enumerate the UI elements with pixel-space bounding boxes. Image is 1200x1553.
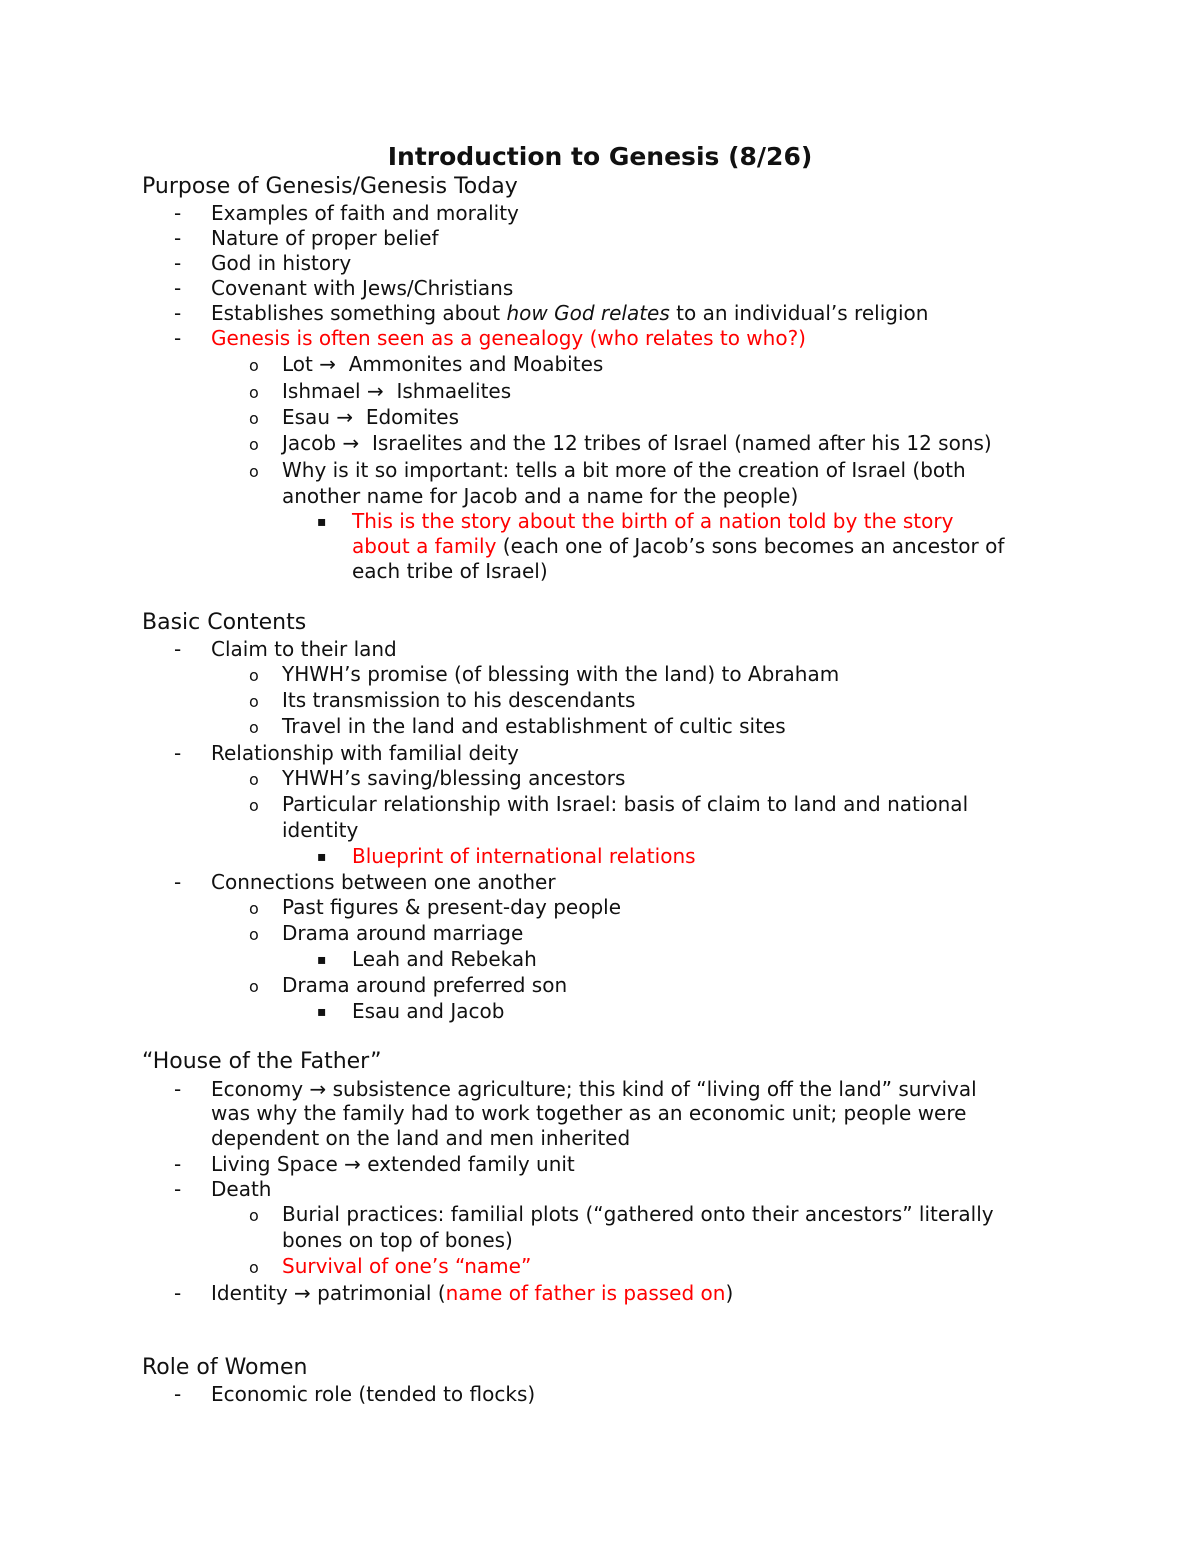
list-item: Nature of proper belief <box>211 226 439 250</box>
list-item-continued: another name for Jacob and a name for the people) <box>282 484 799 508</box>
lineage-item <box>282 352 603 377</box>
circle-bullet: o <box>249 977 259 996</box>
list-item-continued: dependent on the land and men inherited <box>211 1126 631 1150</box>
text-run: subsistence agriculture; this kind of “living off the land” survival <box>332 1077 977 1101</box>
circle-bullet: o <box>249 692 259 711</box>
lineage-to: Ishmaelites <box>396 379 512 403</box>
section-heading-house: “House of the Father” <box>142 1049 382 1074</box>
text-run: extended family unit <box>367 1152 575 1176</box>
list-item-continued: identity <box>282 818 359 842</box>
list-item-economy <box>211 1077 977 1102</box>
arrow-right-icon: → <box>294 1281 311 1305</box>
list-item: Death <box>211 1177 272 1201</box>
list-item: Travel in the land and establishment of cultic sites <box>282 714 786 738</box>
list-item: Its transmission to his descendants <box>282 688 636 712</box>
list-item: Particular relationship with Israel: basis of claim to land and national <box>282 792 969 816</box>
circle-bullet: o <box>249 796 259 815</box>
circle-bullet: o <box>249 1206 259 1225</box>
dash-bullet: - <box>174 276 182 300</box>
text-run: Identity <box>211 1281 288 1305</box>
list-item-genealogy: Genesis is often seen as a genealogy (who relates to who?) <box>211 326 806 350</box>
arrow-right-icon: → <box>366 379 384 403</box>
square-bullet: ▪ <box>317 952 327 968</box>
dash-bullet: - <box>174 301 182 325</box>
dash-bullet: - <box>174 226 182 250</box>
circle-bullet: o <box>249 925 259 944</box>
dash-bullet: - <box>174 1177 182 1201</box>
list-item-blueprint: Blueprint of international relations <box>352 844 696 868</box>
list-item-continued: was why the family had to work together as an economic unit; people were <box>211 1101 967 1125</box>
arrow-right-icon: → <box>309 1077 327 1101</box>
square-bullet: ▪ <box>317 1004 327 1020</box>
dash-bullet: - <box>174 741 182 765</box>
list-item: Leah and Rebekah <box>352 947 537 971</box>
list-item: Past figures & present-day people <box>282 895 622 919</box>
list-item-survival: Survival of one’s “name” <box>282 1254 532 1278</box>
circle-bullet: o <box>249 409 259 428</box>
lineage-item <box>282 431 992 456</box>
circle-bullet: o <box>249 1258 259 1277</box>
lineage-item <box>282 379 511 404</box>
text-run: (each one of Jacob’s sons becomes an ancestor of <box>496 534 1005 558</box>
highlight-text: name of father is passed on <box>445 1281 726 1305</box>
lineage-item <box>282 405 459 430</box>
dash-bullet: - <box>174 326 182 350</box>
dash-bullet: - <box>174 1382 182 1406</box>
arrow-right-icon: → <box>342 431 360 455</box>
list-item: Examples of faith and morality <box>211 201 519 225</box>
arrow-right-icon: → <box>344 1152 361 1176</box>
text-run: Economy <box>211 1077 304 1101</box>
dash-bullet: - <box>174 1077 182 1101</box>
list-item-establishes <box>211 301 928 326</box>
text-run: Living Space <box>211 1152 338 1176</box>
list-item: Covenant with Jews/Christians <box>211 276 514 300</box>
lineage-to: Edomites <box>365 405 460 429</box>
list-item-identity <box>211 1281 733 1306</box>
highlight-text: about a family <box>352 534 497 558</box>
dash-bullet: - <box>174 637 182 661</box>
circle-bullet: o <box>249 718 259 737</box>
text-run: ) <box>725 1281 734 1305</box>
list-item: Drama around marriage <box>282 921 524 945</box>
circle-bullet: o <box>249 899 259 918</box>
emphasis-text: how God relates <box>506 301 670 325</box>
dash-bullet: - <box>174 870 182 894</box>
lineage-from: Jacob <box>282 431 337 455</box>
lineage-to: Israelites and the 12 tribes of Israel (named after his 12 sons) <box>371 431 992 455</box>
circle-bullet: o <box>249 770 259 789</box>
list-item: God in history <box>211 251 352 275</box>
circle-bullet: o <box>249 383 259 402</box>
dash-bullet: - <box>174 1152 182 1176</box>
circle-bullet: o <box>249 356 259 375</box>
list-item-story: This is the story about the birth of a nation told by the story <box>352 509 954 533</box>
list-item: Why is it so important: tells a bit more of the creation of Israel (both <box>282 458 966 482</box>
text-run: patrimonial ( <box>317 1281 446 1305</box>
arrow-right-icon: → <box>319 352 336 376</box>
list-item-continued: each tribe of Israel) <box>352 559 548 583</box>
list-item: Economic role (tended to flocks) <box>211 1382 536 1406</box>
square-bullet: ▪ <box>317 849 327 865</box>
list-item-continued: bones on top of bones) <box>282 1228 513 1252</box>
list-item: Relationship with familial deity <box>211 741 519 765</box>
section-heading-women: Role of Women <box>142 1355 308 1380</box>
circle-bullet: o <box>249 666 259 685</box>
list-item: Drama around preferred son <box>282 973 568 997</box>
dash-bullet: - <box>174 201 182 225</box>
list-item: Claim to their land <box>211 637 397 661</box>
page-title: Introduction to Genesis (8/26) <box>387 142 813 171</box>
lineage-from: Lot <box>282 352 313 376</box>
dash-bullet: - <box>174 1281 182 1305</box>
list-item-living <box>211 1152 575 1177</box>
lineage-from: Esau <box>282 405 330 429</box>
list-item: YHWH’s saving/blessing ancestors <box>282 766 626 790</box>
square-bullet: ▪ <box>317 514 327 530</box>
circle-bullet: o <box>249 435 259 454</box>
lineage-from: Ishmael <box>282 379 361 403</box>
section-heading-purpose: Purpose of Genesis/Genesis Today <box>142 174 518 199</box>
dash-bullet: - <box>174 251 182 275</box>
section-heading-basic: Basic Contents <box>142 610 307 635</box>
text-run: Establishes something about <box>211 301 507 325</box>
list-item-continued <box>352 534 1004 559</box>
arrow-right-icon: → <box>336 405 354 429</box>
list-item: Connections between one another <box>211 870 556 894</box>
text-run: to an individual’s religion <box>669 301 929 325</box>
list-item: Burial practices: familial plots (“gathered onto their ancestors” literally <box>282 1202 994 1226</box>
list-item: YHWH’s promise (of blessing with the land) to Abraham <box>282 662 840 686</box>
lineage-to: Ammonites and Moabites <box>348 352 604 376</box>
circle-bullet: o <box>249 462 259 481</box>
list-item: Esau and Jacob <box>352 999 505 1023</box>
